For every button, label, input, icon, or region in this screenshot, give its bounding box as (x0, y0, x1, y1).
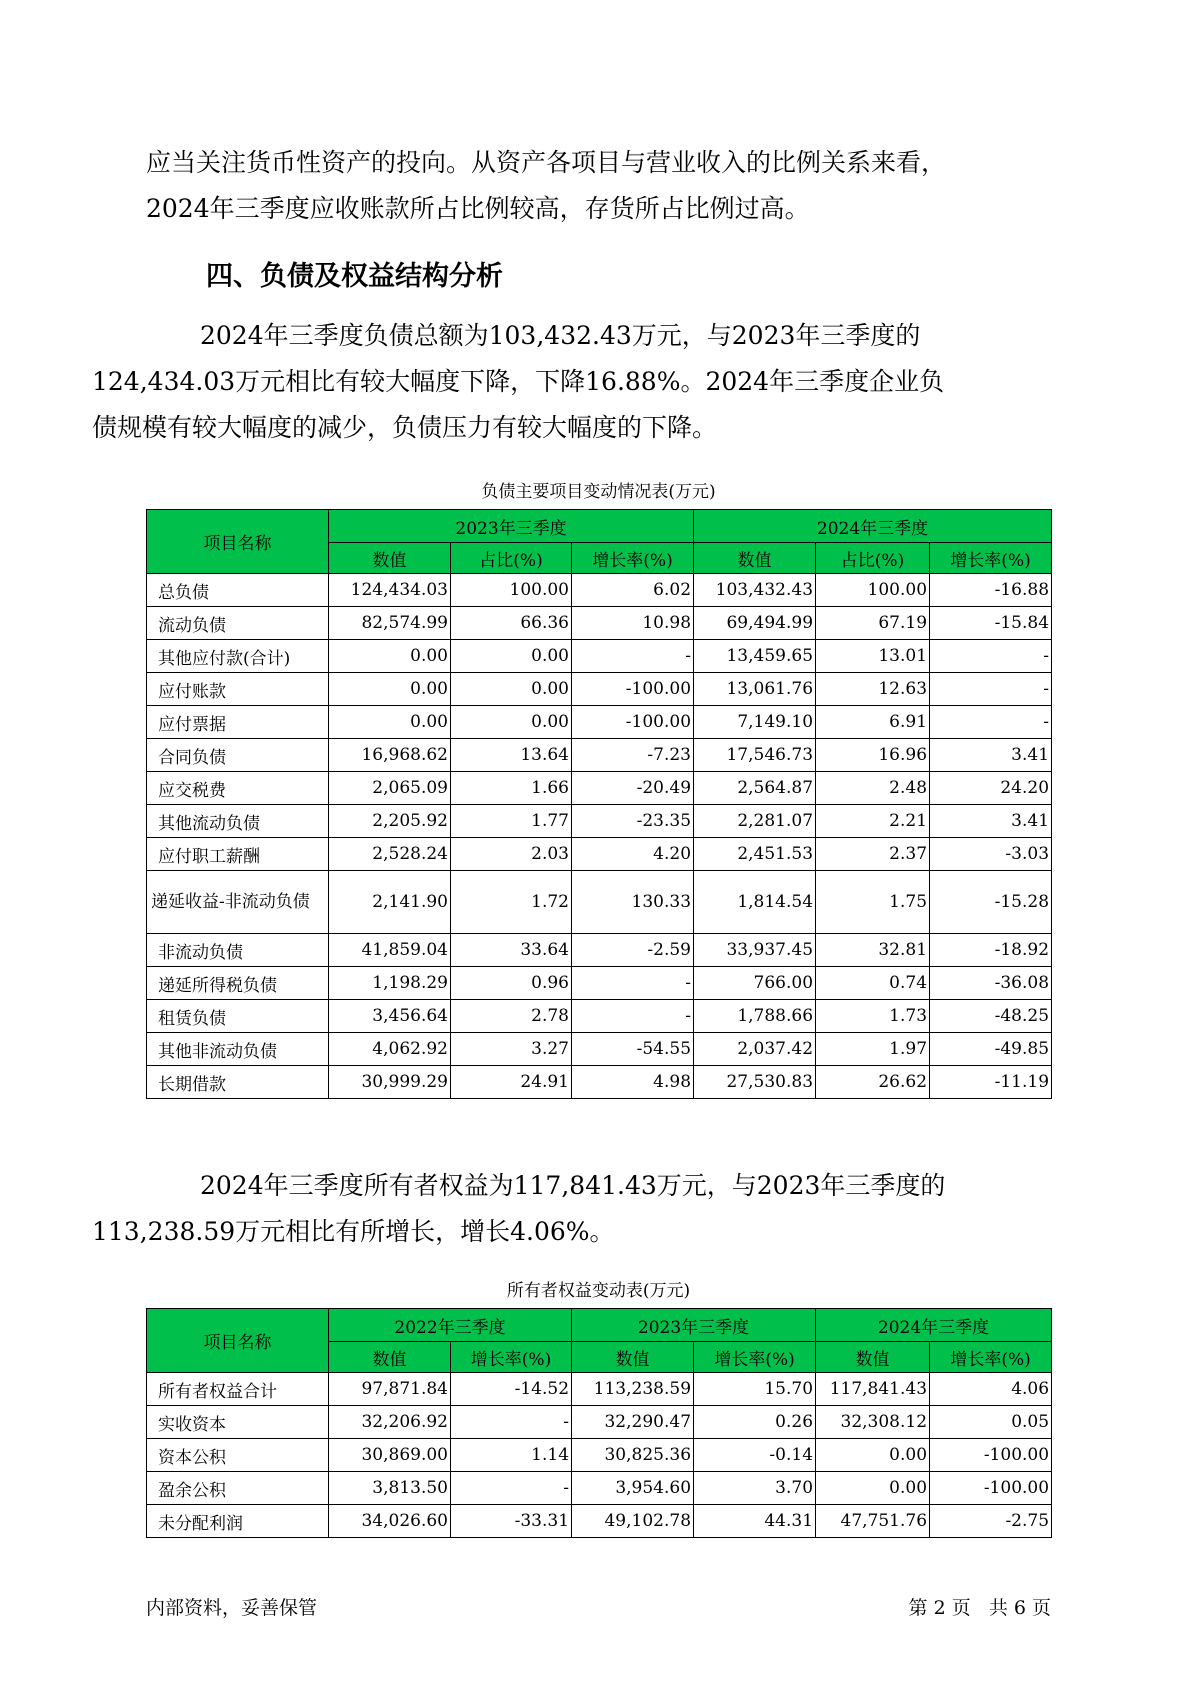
row-cell-value: 0.74 (816, 967, 930, 1000)
equity-line: 113,238.59万元相比有所增长，增长4.06%。 (92, 1217, 615, 1246)
row-cell-value: 3,456.64 (329, 1000, 451, 1033)
row-cell-value: 3,813.50 (329, 1472, 451, 1505)
table2-caption: 所有者权益变动表(万元) (506, 1281, 691, 1301)
row-cell-value: 1.77 (451, 805, 572, 838)
row-cell-value: 17,546.73 (694, 739, 816, 772)
row-item-name: 递延收益-非流动负债 (147, 871, 329, 934)
row-item-name: 实收资本 (147, 1406, 329, 1439)
table-row (147, 1066, 1052, 1099)
row-cell-value: 32,308.12 (816, 1406, 930, 1439)
row-cell-value: 1.73 (816, 1000, 930, 1033)
row-cell-value: 15.70 (694, 1373, 816, 1406)
row-cell-value: 3.41 (930, 805, 1052, 838)
row-cell-value: 30,869.00 (329, 1439, 451, 1472)
row-cell-value: - (930, 640, 1052, 673)
equity-paragraph (92, 1163, 1051, 1255)
row-cell-value: 2.48 (816, 772, 930, 805)
row-cell-value: 13,061.76 (694, 673, 816, 706)
header-share: 占比(%) (451, 543, 572, 574)
row-item-name: 非流动负债 (147, 934, 329, 967)
row-cell-value: -2.59 (572, 934, 694, 967)
table-row (147, 673, 1052, 706)
header-growth: 增长率(%) (930, 1342, 1052, 1373)
row-cell-value: 2,281.07 (694, 805, 816, 838)
row-cell-value: 30,825.36 (572, 1439, 694, 1472)
table-row (147, 871, 1052, 934)
intro-line: 应当关注货币性资产的投向。从资产各项目与营业收入的比例关系来看， (146, 148, 947, 177)
row-cell-value: - (930, 673, 1052, 706)
row-cell-value: 30,999.29 (329, 1066, 451, 1099)
row-cell-value: 1.97 (816, 1033, 930, 1066)
table-row (147, 1373, 1052, 1406)
row-cell-value: - (572, 1000, 694, 1033)
liability-table (146, 509, 1052, 1099)
row-cell-value: 0.96 (451, 967, 572, 1000)
row-cell-value: 69,494.99 (694, 607, 816, 640)
row-cell-value: 16.96 (816, 739, 930, 772)
section-heading: 四、负债及权益结构分析 (206, 261, 503, 292)
row-item-name: 总负债 (147, 574, 329, 607)
row-cell-value: 13.64 (451, 739, 572, 772)
row-cell-value: -49.85 (930, 1033, 1052, 1066)
liability-paragraph (92, 313, 1051, 451)
row-cell-value: 44.31 (694, 1505, 816, 1538)
table-row (147, 607, 1052, 640)
header-value: 数值 (694, 543, 816, 574)
row-item-name: 应付票据 (147, 706, 329, 739)
row-cell-value: -100.00 (930, 1472, 1052, 1505)
row-cell-value: 4.06 (930, 1373, 1052, 1406)
row-cell-value: 130.33 (572, 871, 694, 934)
row-item-name: 其他非流动负债 (147, 1033, 329, 1066)
header-value: 数值 (816, 1342, 930, 1373)
intro-paragraph (146, 140, 1051, 232)
row-cell-value: 0.00 (451, 640, 572, 673)
row-cell-value: 16,968.62 (329, 739, 451, 772)
row-cell-value: -18.92 (930, 934, 1052, 967)
row-cell-value: 3.41 (930, 739, 1052, 772)
row-cell-value: 3,954.60 (572, 1472, 694, 1505)
row-cell-value: -14.52 (451, 1373, 572, 1406)
header-growth: 增长率(%) (572, 543, 694, 574)
row-cell-value: 1.75 (816, 871, 930, 934)
row-cell-value: -7.23 (572, 739, 694, 772)
row-cell-value: 0.00 (329, 673, 451, 706)
row-item-name: 递延所得税负债 (147, 967, 329, 1000)
equity-line: 2024年三季度所有者权益为117,841.43万元，与2023年三季度的 (200, 1171, 946, 1200)
row-cell-value: - (451, 1406, 572, 1439)
row-cell-value: 49,102.78 (572, 1505, 694, 1538)
row-cell-value: 0.00 (329, 706, 451, 739)
row-cell-value: 0.26 (694, 1406, 816, 1439)
row-cell-value: 1.14 (451, 1439, 572, 1472)
footer-confidential: 内部资料，妥善保管 (146, 1597, 318, 1619)
row-cell-value: -0.14 (694, 1439, 816, 1472)
table-row (147, 574, 1052, 607)
row-cell-value: -2.75 (930, 1505, 1052, 1538)
row-cell-value: 27,530.83 (694, 1066, 816, 1099)
row-item-name: 流动负债 (147, 607, 329, 640)
row-cell-value: - (451, 1472, 572, 1505)
row-cell-value: 1,198.29 (329, 967, 451, 1000)
row-cell-value: 2,205.92 (329, 805, 451, 838)
row-cell-value: -16.88 (930, 574, 1052, 607)
row-cell-value: 24.20 (930, 772, 1052, 805)
row-cell-value: -100.00 (572, 673, 694, 706)
row-cell-value: 13.01 (816, 640, 930, 673)
row-cell-value: 32,206.92 (329, 1406, 451, 1439)
row-cell-value: - (572, 967, 694, 1000)
row-cell-value: 124,434.03 (329, 574, 451, 607)
row-cell-value: 1.66 (451, 772, 572, 805)
row-cell-value: 47,751.76 (816, 1505, 930, 1538)
row-item-name: 长期借款 (147, 1066, 329, 1099)
row-cell-value: 100.00 (451, 574, 572, 607)
row-item-name: 合同负债 (147, 739, 329, 772)
table-row (147, 967, 1052, 1000)
row-cell-value: -20.49 (572, 772, 694, 805)
liability-line: 124,434.03万元相比有较大幅度下降，下降16.88%。2024年三季度企业负 (92, 367, 945, 396)
row-cell-value: 6.91 (816, 706, 930, 739)
row-item-name: 租赁负债 (147, 1000, 329, 1033)
row-cell-value: 0.00 (816, 1472, 930, 1505)
row-cell-value: 41,859.04 (329, 934, 451, 967)
row-cell-value: 97,871.84 (329, 1373, 451, 1406)
row-cell-value: 13,459.65 (694, 640, 816, 673)
row-cell-value: 32,290.47 (572, 1406, 694, 1439)
liability-line: 债规模有较大幅度的减少，负债压力有较大幅度的下降。 (92, 413, 718, 442)
row-cell-value: 4,062.92 (329, 1033, 451, 1066)
header-value: 数值 (329, 543, 451, 574)
row-cell-value: 0.00 (329, 640, 451, 673)
table-row (147, 1406, 1052, 1439)
row-cell-value: 2.21 (816, 805, 930, 838)
row-cell-value: 2.03 (451, 838, 572, 871)
table-row (147, 706, 1052, 739)
row-cell-value: 0.00 (816, 1439, 930, 1472)
footer-page-number: 第 2 页 共 6 页 (908, 1597, 1051, 1619)
row-cell-value: 0.05 (930, 1406, 1052, 1439)
header-share: 占比(%) (816, 543, 930, 574)
row-cell-value: 0.00 (451, 706, 572, 739)
row-item-name: 其他应付款(合计) (147, 640, 329, 673)
row-cell-value: -48.25 (930, 1000, 1052, 1033)
table-row (147, 772, 1052, 805)
row-item-name: 盈余公积 (147, 1472, 329, 1505)
row-item-name: 其他流动负债 (147, 805, 329, 838)
header-value: 数值 (329, 1342, 451, 1373)
row-cell-value: 26.62 (816, 1066, 930, 1099)
row-item-name: 应付账款 (147, 673, 329, 706)
header-growth: 增长率(%) (694, 1342, 816, 1373)
row-cell-value: 33.64 (451, 934, 572, 967)
row-cell-value: 2,037.42 (694, 1033, 816, 1066)
row-item-name: 未分配利润 (147, 1505, 329, 1538)
row-cell-value: 2,141.90 (329, 871, 451, 934)
row-cell-value: - (572, 640, 694, 673)
row-cell-value: 4.98 (572, 1066, 694, 1099)
row-item-name: 应交税费 (147, 772, 329, 805)
row-cell-value: -15.28 (930, 871, 1052, 934)
header-growth: 增长率(%) (930, 543, 1052, 574)
row-cell-value: 32.81 (816, 934, 930, 967)
header-period-2023: 2023年三季度 (329, 510, 694, 543)
row-cell-value: -36.08 (930, 967, 1052, 1000)
row-cell-value: 82,574.99 (329, 607, 451, 640)
row-cell-value: -54.55 (572, 1033, 694, 1066)
row-cell-value: 67.19 (816, 607, 930, 640)
row-cell-value: 34,026.60 (329, 1505, 451, 1538)
row-cell-value: 7,149.10 (694, 706, 816, 739)
row-item-name: 应付职工薪酬 (147, 838, 329, 871)
row-cell-value: 4.20 (572, 838, 694, 871)
row-cell-value: 2,528.24 (329, 838, 451, 871)
header-period-2023: 2023年三季度 (572, 1309, 816, 1342)
row-cell-value: 2.37 (816, 838, 930, 871)
table-row (147, 1472, 1052, 1505)
header-period-2024: 2024年三季度 (694, 510, 1052, 543)
liability-line: 2024年三季度负债总额为103,432.43万元，与2023年三季度的 (200, 321, 921, 350)
row-cell-value: 2.78 (451, 1000, 572, 1033)
row-cell-value: 1,788.66 (694, 1000, 816, 1033)
table-row (147, 805, 1052, 838)
equity-table (146, 1308, 1052, 1538)
row-cell-value: 66.36 (451, 607, 572, 640)
header-period-2022: 2022年三季度 (329, 1309, 572, 1342)
table-row (147, 1000, 1052, 1033)
row-cell-value: -100.00 (572, 706, 694, 739)
row-cell-value: 766.00 (694, 967, 816, 1000)
row-cell-value: 113,238.59 (572, 1373, 694, 1406)
row-cell-value: 117,841.43 (816, 1373, 930, 1406)
intro-line: 2024年三季度应收账款所占比例较高，存货所占比例过高。 (146, 194, 810, 223)
row-cell-value: -15.84 (930, 607, 1052, 640)
row-cell-value: -33.31 (451, 1505, 572, 1538)
row-cell-value: 1.72 (451, 871, 572, 934)
row-cell-value: -100.00 (930, 1439, 1052, 1472)
table-row (147, 1439, 1052, 1472)
row-cell-value: 24.91 (451, 1066, 572, 1099)
row-cell-value: -3.03 (930, 838, 1052, 871)
row-cell-value: 12.63 (816, 673, 930, 706)
row-cell-value: 0.00 (451, 673, 572, 706)
row-cell-value: 10.98 (572, 607, 694, 640)
table-row (147, 640, 1052, 673)
table-row (147, 1505, 1052, 1538)
row-cell-value: 100.00 (816, 574, 930, 607)
row-cell-value: - (930, 706, 1052, 739)
header-growth: 增长率(%) (451, 1342, 572, 1373)
table-row (147, 838, 1052, 871)
row-cell-value: 2,065.09 (329, 772, 451, 805)
row-cell-value: 2,564.87 (694, 772, 816, 805)
row-cell-value: 6.02 (572, 574, 694, 607)
header-item-name: 项目名称 (147, 1309, 329, 1373)
row-cell-value: 1,814.54 (694, 871, 816, 934)
row-cell-value: 3.70 (694, 1472, 816, 1505)
row-item-name: 所有者权益合计 (147, 1373, 329, 1406)
row-cell-value: -11.19 (930, 1066, 1052, 1099)
header-value: 数值 (572, 1342, 694, 1373)
table-row (147, 739, 1052, 772)
table-row (147, 1033, 1052, 1066)
row-cell-value: 33,937.45 (694, 934, 816, 967)
row-cell-value: 3.27 (451, 1033, 572, 1066)
table1-caption: 负债主要项目变动情况表(万元) (481, 482, 716, 502)
row-cell-value: 103,432.43 (694, 574, 816, 607)
table-row (147, 934, 1052, 967)
row-item-name: 资本公积 (147, 1439, 329, 1472)
row-cell-value: -23.35 (572, 805, 694, 838)
header-item-name: 项目名称 (147, 510, 329, 574)
row-cell-value: 2,451.53 (694, 838, 816, 871)
header-period-2024: 2024年三季度 (816, 1309, 1052, 1342)
